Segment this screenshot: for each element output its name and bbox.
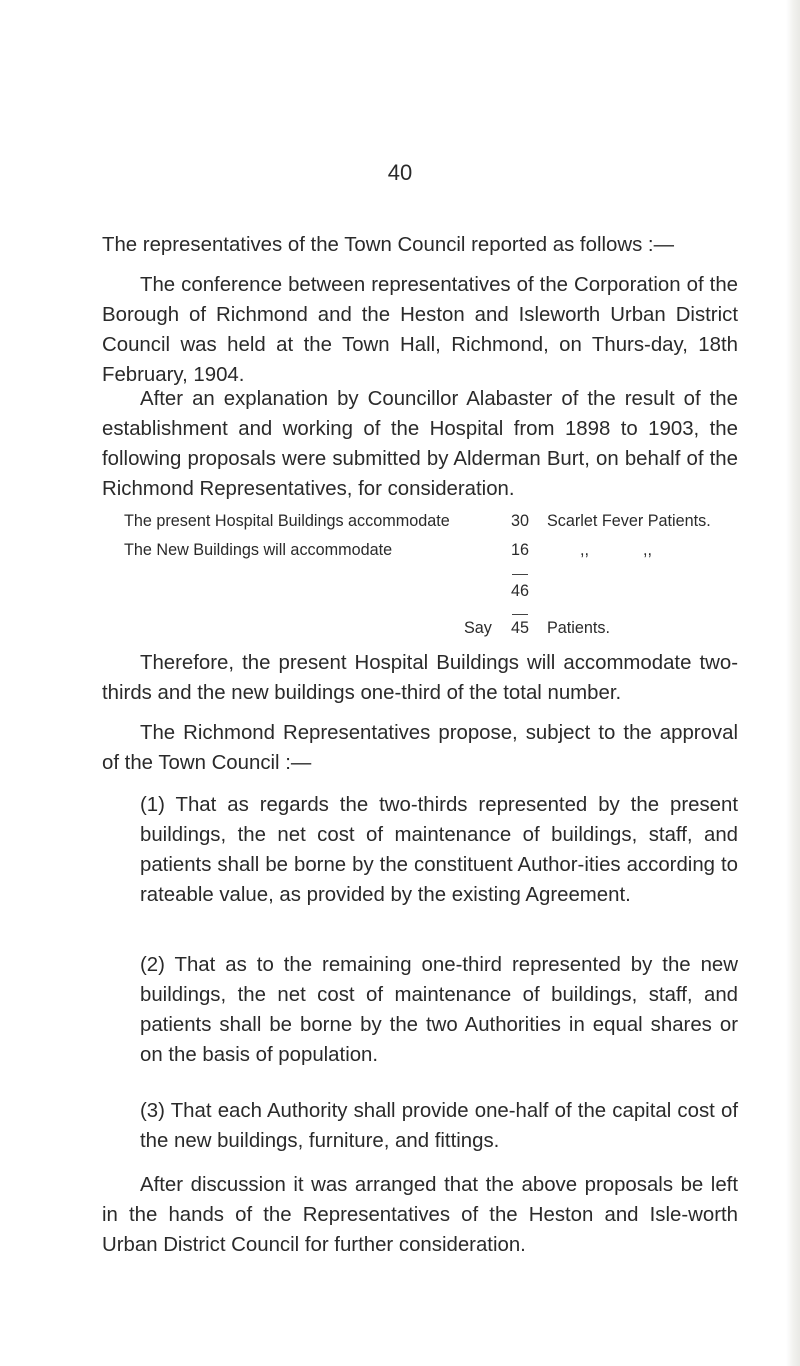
row1-label: The present Hospital Buildings accommodate (124, 512, 450, 530)
row1-value: 30 (510, 512, 529, 530)
paragraph-propose: The Richmond Representatives propose, subject to the approval of the Town Council :— (102, 722, 738, 774)
page-edge-shadow (786, 0, 800, 1366)
say-label: Say (464, 619, 492, 637)
page-number: 40 (387, 160, 413, 185)
proposal-2: (2) That as to the remaining one-third represented by the new buildings, the net cost of maintenance of buildings, staff, and patients shall be borne by the two Authorities in equal shares or on the basis of population. (140, 954, 738, 1066)
paragraph-therefore: Therefore, the present Hospital Buildings will accommodate two-thirds and the new buildings one-third of the total number. (102, 652, 738, 704)
paragraph-conference: The conference between representatives of the Corporation of the Borough of Richmond and the Heston and Isleworth Urban District Council was held at the Town Hall, Richmond, on Thurs-day, 18th February, 1904. (102, 274, 738, 386)
paragraph-explanation: After an explanation by Councillor Alabaster of the result of the establishment and working of the Hospital from 1898 to 1903, the following proposals were submitted by Alderman Burt, on behalf of the Richmond Representatives, for consideration. (102, 388, 738, 500)
total-value: 46 (510, 582, 529, 600)
row2-label: The New Buildings will accommodate (124, 541, 393, 559)
proposal-3: (3) That each Authority shall provide one-half of the capital cost of the new buildings, furniture, and fittings. (140, 1100, 738, 1152)
row1-description: Scarlet Fever Patients. (547, 512, 711, 530)
say-value: 45 (510, 619, 529, 637)
sum-rule-top (512, 574, 528, 575)
paragraph-discussion: After discussion it was arranged that the above proposals be left in the hands of the Representatives of the Heston and Isle-worth Urban District Council for further consideration. (102, 1174, 738, 1256)
intro-line: The representatives of the Town Council reported as follows :— (102, 234, 674, 256)
row2-ditto-1: ,, (580, 541, 589, 559)
row2-ditto-2: ,, (643, 541, 652, 559)
sum-rule-bottom (512, 614, 528, 615)
row2-value: 16 (510, 541, 529, 559)
proposal-1: (1) That as regards the two-thirds represented by the present buildings, the net cost of maintenance of buildings, staff, and patients shall be borne by the constituent Author-ities according to rateable value, as provided by the existing Agreement. (140, 794, 738, 906)
say-description: Patients. (547, 619, 610, 637)
